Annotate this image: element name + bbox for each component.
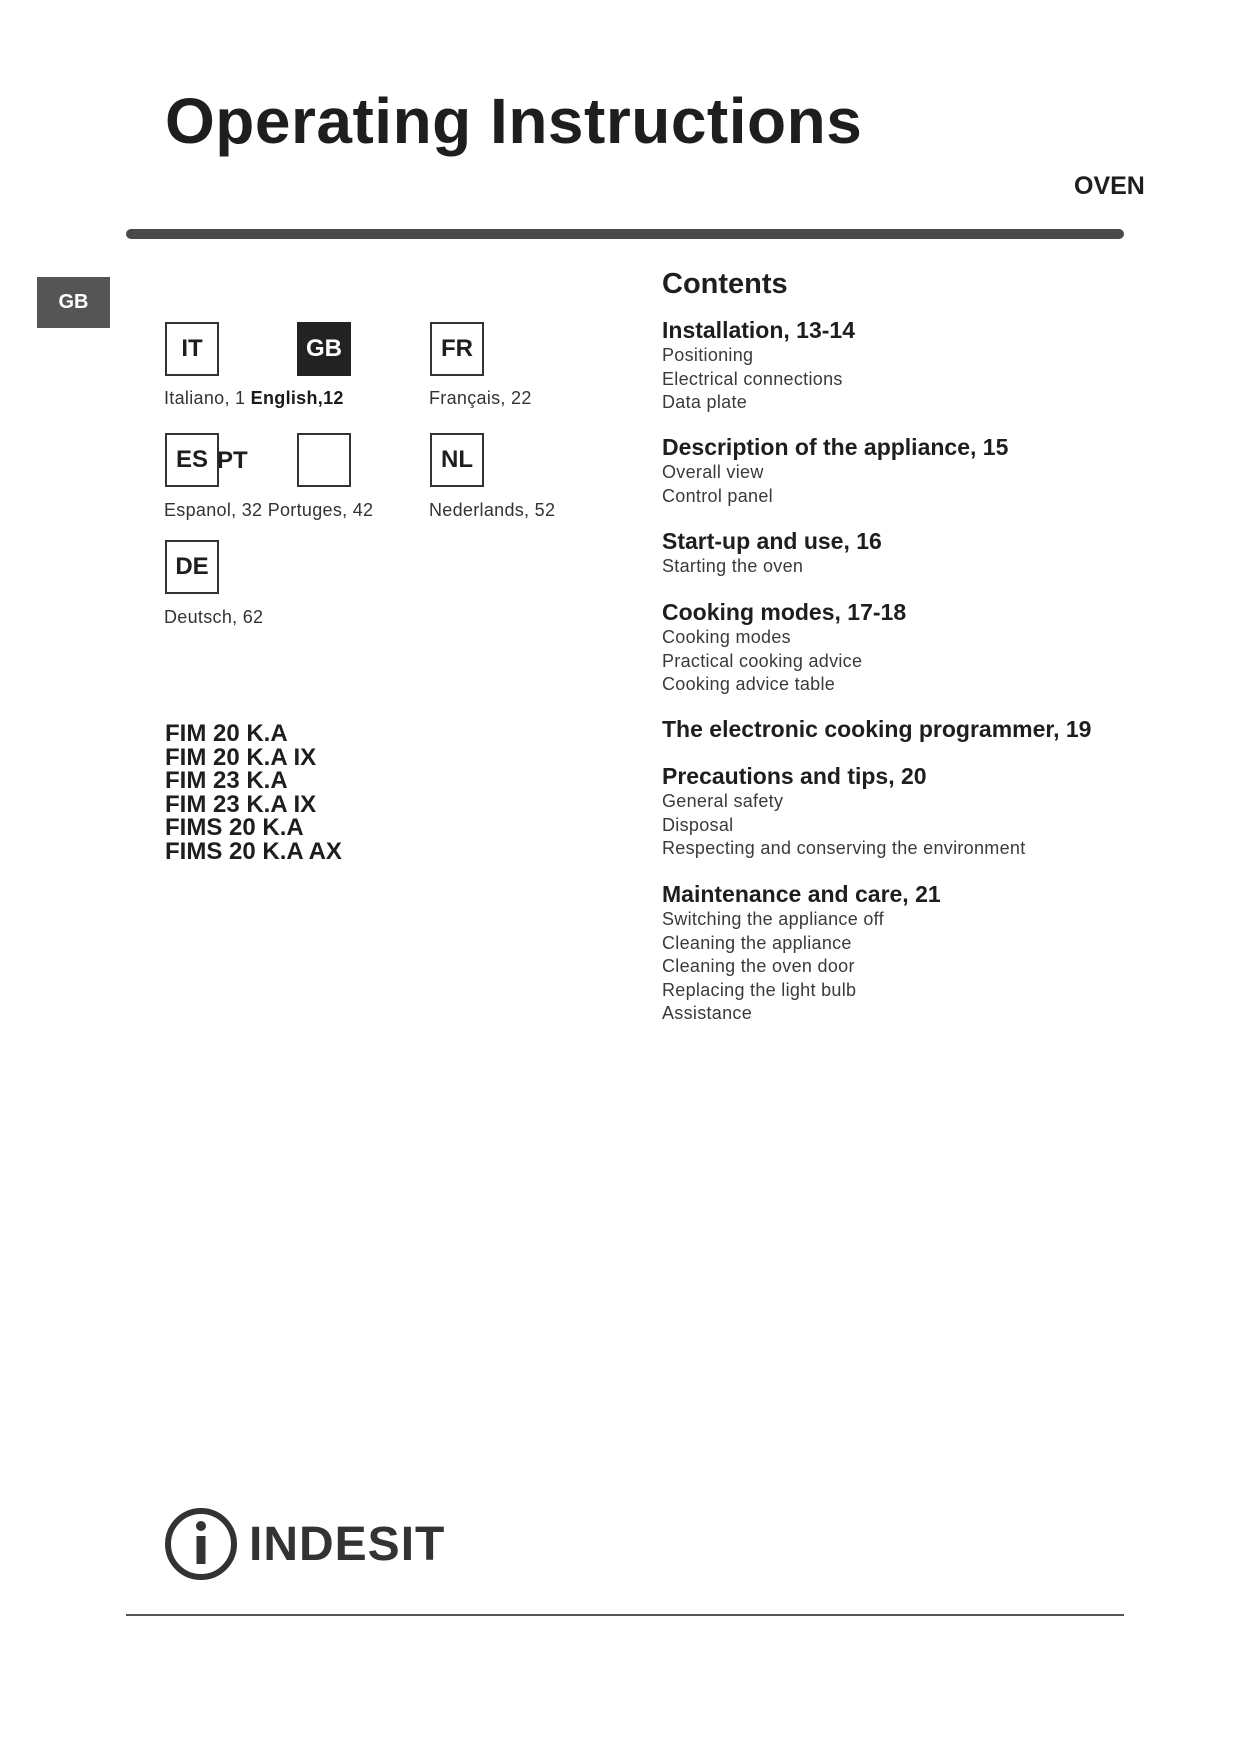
toc-item: General safety	[662, 791, 784, 811]
model-name: FIM 23 K.A IX	[165, 790, 317, 818]
toc-section-maintenance	[662, 880, 941, 1026]
lang-box-de: DE	[165, 540, 219, 594]
toc-heading: Maintenance and care, 21	[662, 881, 941, 907]
toc-section-installation	[662, 316, 855, 415]
model-name: FIM 20 K.A	[165, 720, 288, 747]
lang-box-pt	[297, 433, 351, 487]
toc-item: Assistance	[662, 1003, 753, 1024]
toc-item: Electrical connections	[662, 368, 843, 389]
toc-item: Practical cooking advice	[662, 650, 863, 671]
toc-item: Replacing the light bulb	[662, 979, 857, 1000]
lang-box-it: IT	[165, 322, 219, 376]
lang-label-it: Italiano, 1	[164, 388, 246, 408]
toc-item: Positioning	[662, 345, 754, 365]
toc-item: Switching the appliance off	[662, 909, 884, 929]
lang-label-row-1	[164, 388, 344, 409]
lang-label-es: Espanol, 32	[164, 500, 263, 520]
toc-heading: Precautions and tips, 20	[662, 763, 927, 789]
toc-item: Cleaning the oven door	[662, 956, 855, 977]
model-list	[165, 722, 342, 864]
toc-section-startup	[662, 527, 882, 579]
lang-label-gb: English,12	[250, 388, 344, 408]
lang-box-gb: GB	[297, 322, 351, 376]
lang-box-es: ES	[165, 433, 219, 487]
brand-logo	[163, 1506, 445, 1582]
lang-label-fr: Français, 22	[429, 388, 532, 408]
model-name: FIMS 20 K.A AX	[165, 837, 342, 865]
toc-item: Disposal	[662, 814, 734, 835]
toc-heading: The electronic cooking programmer, 19	[662, 716, 1092, 742]
lang-label-de: Deutsch, 62	[164, 607, 264, 627]
lang-code-pt: PT	[217, 447, 248, 474]
lang-label-row-2	[164, 500, 373, 521]
page-title: Operating Instructions	[165, 85, 863, 157]
toc-section-cooking-modes	[662, 598, 906, 697]
toc-item: Control panel	[662, 485, 773, 506]
model-name: FIMS 20 K.A	[165, 814, 304, 842]
product-type: OVEN	[1074, 172, 1145, 200]
lang-label-nl: Nederlands, 52	[429, 500, 556, 520]
brand-name: INDESIT	[249, 1517, 446, 1571]
toc-heading: Start-up and use, 16	[662, 528, 882, 554]
model-name: FIM 23 K.A	[165, 767, 288, 795]
footer-divider	[126, 1614, 1124, 1616]
toc-heading: Cooking modes, 17-18	[662, 599, 907, 625]
toc-item: Starting the oven	[662, 556, 804, 576]
contents-title: Contents	[662, 268, 788, 300]
header-divider	[126, 229, 1124, 239]
toc-section-description	[662, 433, 1008, 508]
toc-item: Cooking advice table	[662, 674, 836, 695]
toc-section-precautions	[662, 762, 1026, 861]
toc-item: Data plate	[662, 392, 748, 413]
indesit-i-logo-icon	[163, 1506, 239, 1582]
toc-item: Respecting and conserving the environment	[662, 838, 1026, 859]
lang-box-nl: NL	[430, 433, 484, 487]
toc-heading: Description of the appliance, 15	[662, 434, 1009, 460]
model-name: FIM 20 K.A IX	[165, 743, 317, 771]
toc-item: Overall view	[662, 462, 764, 482]
toc-item: Cooking modes	[662, 627, 791, 647]
toc-item: Cleaning the appliance	[662, 932, 852, 953]
toc-section-programmer	[662, 715, 1091, 743]
lang-box-fr: FR	[430, 322, 484, 376]
language-side-tab: GB	[37, 277, 110, 328]
toc-heading: Installation, 13-14	[662, 317, 856, 343]
lang-label-pt: Portuges, 42	[267, 500, 374, 520]
